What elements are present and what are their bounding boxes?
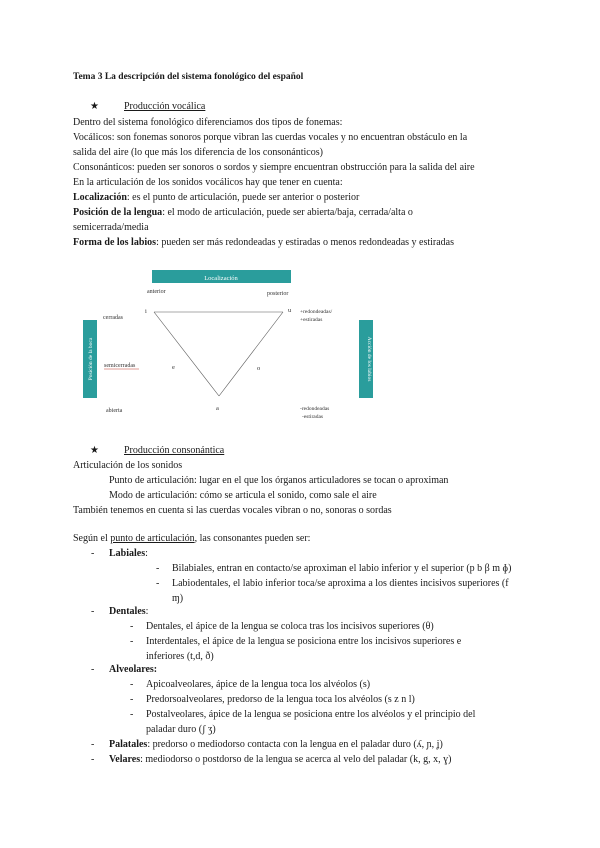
segun-post: , las consonantes pueden ser:	[194, 533, 311, 544]
heading-text: Producción consonántica	[124, 445, 225, 456]
segun-underlined: punto de articulación	[110, 533, 195, 544]
group-alveolares	[109, 664, 157, 676]
list-item: Interdentales, el ápice de la lengua se posiciona entre los incisivos superiores e	[146, 636, 462, 647]
labios-label: Acción de los labios	[366, 336, 372, 382]
list-item: Labiodentales, el labio inferior toca/se aproxima a los dientes incisivos superiores (f	[172, 578, 509, 589]
document-title: Tema 3 La descripción del sistema fonológico del español	[73, 72, 304, 82]
dash-bullet: -	[130, 636, 134, 647]
paragraph-line: Modo de articulación: cómo se articula el sonido, como sale el aire	[109, 490, 377, 501]
minus-estiradas-label: -estiradas	[302, 414, 324, 420]
group-velares	[109, 754, 451, 766]
triangle-right-edge	[219, 312, 283, 396]
plus-estiradas-label: +estiradas	[300, 317, 323, 323]
segun-line	[73, 533, 310, 545]
list-item: Postalveolares, ápice de la lengua se posiciona entre los alvéolos y el principio del	[146, 709, 476, 720]
dash-bullet: -	[130, 709, 134, 720]
abierta-label: abierta	[106, 408, 123, 414]
suffix: :	[145, 606, 149, 617]
dash-bullet: -	[91, 664, 95, 675]
minus-redondeadas-label: -redondeadas	[300, 406, 330, 412]
dash-bullet: -	[156, 563, 160, 574]
list-item-cont: inferiores (t,d, ð)	[146, 651, 214, 662]
star-bullet-icon: ★	[90, 445, 99, 456]
triangle-left-edge	[154, 312, 219, 396]
group-dentales	[109, 606, 148, 618]
paragraph-line: Articulación de los sonidos	[73, 460, 183, 471]
list-item: Dentales, el ápice de la lengua se coloca tras los incisivos superiores (θ)	[146, 621, 434, 632]
term: Palatales	[109, 739, 148, 750]
definition: : el modo de articulación, puede ser abierta/baja, cerrada/alta o	[162, 207, 413, 218]
term: Velares	[109, 754, 141, 765]
vowel-a: a	[216, 405, 219, 412]
dash-bullet: -	[91, 606, 95, 617]
paragraph-line: salida del aire (lo que más los diferencia de los consonánticos)	[73, 147, 323, 158]
definition: : pueden ser más redondeadas y estiradas o menos redondeadas y estiradas	[156, 237, 455, 248]
dash-bullet: -	[91, 739, 95, 750]
group-labiales	[109, 548, 148, 560]
paragraph-line: Punto de articulación: lugar en el que los órganos articuladores se tocan o aproximan	[109, 475, 449, 486]
list-item: Apicoalveolares, ápice de la lengua toca los alvéolos (s)	[146, 679, 371, 690]
definition: : es el punto de articulación, puede ser anterior o posterior	[126, 192, 360, 203]
paragraph-line: Vocálicos: son fonemas sonoros porque vibran las cuerdas vocales y no encuentran obstáculo en la	[73, 132, 468, 143]
suffix: :	[145, 548, 148, 559]
paragraph-line: En la articulación de los sonidos vocálicos hay que tener en cuenta:	[73, 177, 343, 188]
star-bullet-icon: ★	[90, 101, 99, 112]
anterior-label: anterior	[147, 289, 166, 295]
dash-bullet: -	[130, 694, 134, 705]
section-heading-consonants	[90, 445, 224, 457]
localizacion-label: Localización	[204, 275, 238, 282]
dash-bullet: -	[156, 578, 160, 589]
dash-bullet: -	[130, 679, 134, 690]
definition-continuation: semicerrada/media	[73, 222, 149, 233]
term: Forma de los labios	[73, 237, 157, 248]
list-item-cont: ɱ)	[172, 593, 184, 604]
vowel-i: i	[145, 308, 147, 315]
list-item-cont: paladar duro (ʃ ʒ)	[146, 724, 216, 735]
posterior-label: posterior	[267, 291, 289, 297]
segun-pre: Según el	[73, 533, 111, 544]
term: Posición de la lengua	[73, 207, 163, 218]
plus-redondeadas-label: +redondeadas/	[300, 309, 333, 315]
vowel-u: u	[288, 307, 292, 314]
group-palatales	[109, 739, 443, 751]
dash-bullet: -	[130, 621, 134, 632]
term: Labiales	[109, 548, 146, 559]
term: Localización	[73, 192, 127, 203]
paragraph-line: También tenemos en cuenta si las cuerdas vocales vibran o no, sonoras o sordas	[73, 505, 392, 516]
dash-bullet: -	[91, 548, 95, 559]
paragraph-line: Dentro del sistema fonológico diferenciamos dos tipos de fonemas:	[73, 117, 343, 128]
cerradas-label: cerradas	[103, 315, 123, 321]
vowel-o: o	[257, 365, 261, 372]
definition: : predorso o mediodorso contacta con la lengua en el paladar duro (ʎ, ɲ, ʝ)	[147, 739, 443, 750]
paragraph-line: Consonánticos: pueden ser sonoros o sordos y siempre encuentran obstrucción para la salida del aire	[73, 162, 475, 173]
definition: : mediodorso o postdorso de la lengua se acerca al velo del paladar (k, g, x, ɣ)	[140, 754, 452, 765]
term: Dentales	[109, 606, 146, 617]
semicerradas-label: semicerradas	[104, 363, 136, 369]
term: Alveolares:	[109, 664, 158, 675]
vowel-e: e	[172, 364, 175, 371]
dash-bullet: -	[91, 754, 95, 765]
list-item: Bilabiales, entran en contacto/se aproximan el labio inferior y el superior (p b β m ɸ)	[172, 563, 512, 574]
list-item: Predorsoalveolares, predorso de la lengua toca los alvéolos (s z n l)	[146, 694, 415, 705]
posicion-label: Posición de la boca	[88, 337, 94, 381]
heading-text: Producción vocálica	[124, 101, 206, 112]
